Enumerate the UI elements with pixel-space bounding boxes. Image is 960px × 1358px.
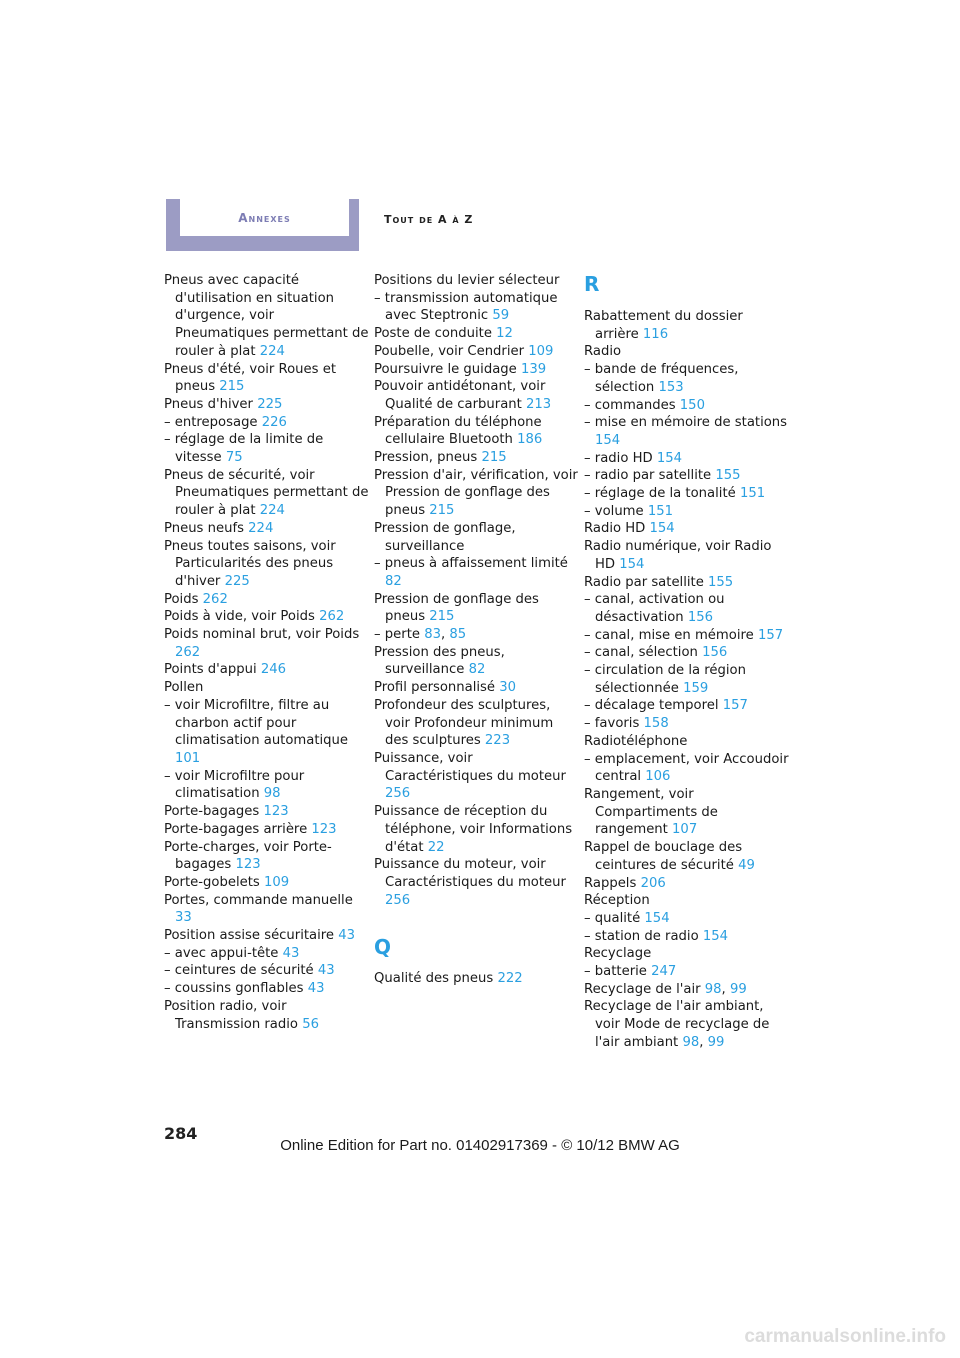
page-ref-link[interactable]: 157 [757,627,784,643]
index-entry-text: Pression, pneus [374,450,478,466]
index-entry-text: Points d'appui [164,662,257,678]
page-ref-link[interactable]: 33 [175,910,192,926]
index-entry-text: – réglage de la limite de vitesse [164,432,324,466]
section-letter-q: Q [374,935,392,960]
index-entry [374,803,579,856]
page-ref-link[interactable]: 83 [424,627,441,643]
index-entry [164,998,369,1033]
index-entry-text: Pneus neufs [164,520,244,536]
index-entry-text: Porte-charges, voir Porte-bagages [164,839,332,873]
index-entry [584,574,789,592]
index-entry-text: – transmission automatique avec Steptronic [374,290,558,324]
index-entry-text: – bande de fréquences, sélection [584,362,739,395]
index-entry [374,591,579,626]
index-entry [584,538,789,573]
page-ref-link[interactable]: 43 [338,928,356,944]
page-ref-link[interactable]: 225 [257,396,283,412]
index-entry [374,644,579,679]
chapter-tab [166,199,359,251]
page-ref-link[interactable]: 109 [263,874,290,890]
page-ref-link[interactable]: 206 [640,875,666,891]
page-ref-link[interactable]: 99 [729,981,747,997]
page-ref-link[interactable]: 123 [263,804,289,820]
page-ref-link[interactable]: 247 [651,964,677,980]
index-entry-text: – voir Microfiltre, filtre au charbon actif pour climatisation automatique [164,697,349,749]
index-entry [164,927,369,945]
index-entry [164,591,369,609]
index-entry-text: – radio par satellite [584,468,712,484]
index-entry [374,555,579,590]
index-entry-text: Poids nominal brut, voir Poids [164,627,360,643]
index-entry-text: Pollen [164,680,204,696]
index-entry-text: Porte-bagages [164,804,260,820]
page-ref-link[interactable]: 22 [427,839,445,855]
index-entry-text: Portes, commande manuelle [164,892,353,908]
page-ref-link[interactable]: 43 [282,945,300,961]
chapter-tab-label: Annexes [180,199,349,236]
index-entry [164,414,369,432]
page-ref-link[interactable]: 155 [715,468,741,484]
index-entry-text: – entreposage [164,414,258,430]
index-entry [584,715,789,733]
page-ref-link[interactable]: 85 [449,627,467,643]
index-entry [584,397,789,415]
page-ref-link[interactable]: 155 [708,574,734,590]
page-ref-link[interactable]: 107 [672,822,698,838]
index-entry-text: – commandes [584,397,676,413]
index-entry [374,856,579,909]
index-entry-text: Poubelle, voir Cendrier [374,343,525,359]
page-ref-link[interactable]: 215 [429,503,455,519]
index-entry-text: Puissance de réception du téléphone, voir Informations d'état [374,804,573,855]
index-entry [584,839,789,874]
index-entry [584,627,789,645]
index-entry-text: Rappel de bouclage des ceintures de sécurité [584,840,743,873]
page-ref-link[interactable]: 123 [311,821,337,837]
page-ref-link[interactable]: 223 [484,733,511,749]
page-ref-link[interactable]: 30 [499,680,517,696]
index-entry [164,874,369,892]
index-entry [584,928,789,946]
index-entry [584,875,789,893]
page-ref-link[interactable]: 215 [219,379,245,395]
index-entry [164,361,369,396]
page-ref-link[interactable]: 153 [658,379,684,395]
index-entry-text: – voir Microfiltre pour climatisation [164,768,305,802]
index-entry-text: Pression de gonflage, surveillance [374,520,516,554]
page-ref-link[interactable]: 256 [385,786,411,802]
index-entry [374,343,579,361]
index-entry [164,980,369,998]
index-entry-text: – qualité [584,910,641,926]
index-entry-text: Pneus d'hiver [164,396,253,412]
page-ref-link[interactable]: 116 [642,326,669,342]
page-ref-link[interactable]: 159 [683,680,709,696]
index-entry [584,450,789,468]
index-entry [584,892,789,910]
index-entry [164,962,369,980]
index-entry [374,414,579,449]
index-entry-text: – batterie [584,964,647,980]
index-entry [164,467,369,520]
page-ref-link[interactable]: 213 [526,396,552,412]
index-entry-text: Radio par satellite [584,574,704,590]
index-entry [584,520,789,538]
index-entry-text: Puissance, voir Caractéristiques du moteur [374,750,566,784]
page-ref-link[interactable]: 225 [224,573,250,589]
index-entry-text: – pneus à affaissement limité [374,556,568,572]
index-entry [164,272,369,361]
index-entry-text: – coussins gonflables [164,981,304,997]
index-entry-text: – volume [584,503,644,519]
page-ref-link[interactable]: 150 [679,397,705,413]
index-entry [584,786,789,839]
index-entry [374,697,579,750]
page-ref-link[interactable]: 98 [263,786,281,802]
index-entry [164,697,369,768]
index-entry-text: Pneus avec capacité d'utilisation en situation d'urgence, voir Pneumatiques permettant de rouler à plat [164,273,369,359]
index-entry-text: Pneus toutes saisons, voir Particularités des pneus d'hiver [164,538,336,589]
index-entry [374,520,579,555]
page-ref-link[interactable]: 262 [319,609,345,625]
index-entry [374,970,579,988]
page-ref-link[interactable]: 98 [704,981,722,997]
index-entry-text: Réception [584,893,650,909]
index-entry [374,679,579,697]
index-entry [164,661,369,679]
index-entry [374,750,579,803]
index-entry-text: Poids [164,591,199,607]
index-entry [164,538,369,591]
index-entry [584,697,789,715]
index-entry [584,644,789,662]
index-entry [164,608,369,626]
index-entry [164,839,369,874]
index-entry-text: Rangement, voir Compartiments de rangement [584,786,718,838]
page-ref-link[interactable]: 154 [649,521,675,537]
index-entry: Recyclage de l'air ambiant, voir Mode de recyclage de l'air ambiant 98, 99 [584,999,770,1050]
index-entry-text: Radio HD [584,521,646,537]
page-ref-link[interactable]: 154 [619,556,645,572]
index-entry [374,290,579,325]
index-entry [164,520,369,538]
index-entry-text: Poursuivre le guidage [374,361,517,377]
index-entry [584,945,789,963]
index-entry-text: Pression d'air, vérification, voir Pression de gonflage des pneus [374,467,578,519]
page-ref-link[interactable]: 224 [259,343,285,359]
page-ref-link[interactable]: 43 [317,963,335,979]
index-entry [164,892,369,927]
page-ref-link[interactable]: 154 [702,928,729,944]
page-ref-link[interactable]: 43 [307,981,325,997]
index-entry [584,963,789,981]
page-ref-link[interactable]: 75 [225,450,243,466]
index-entry [374,272,579,290]
index-entry-text: – radio HD [584,450,653,466]
index-entry-text: Rabattement du dossier arrière [584,309,743,342]
index-entry-text: – avec appui-tête [164,945,279,961]
index-entry [584,485,789,503]
index-entry-text: Radio [584,344,622,360]
index-entry [374,378,579,413]
index-column-3 [584,272,789,1052]
page-ref-link[interactable]: 101 [175,750,201,766]
index-entry-text: Qualité des pneus [374,971,494,987]
index-entry [584,503,789,521]
page-ref-link[interactable]: 49 [738,857,755,873]
index-entry [374,361,579,379]
index-column-1 [164,272,369,1033]
index-entry-text: Profil personnalisé [374,680,496,696]
index-entry-text: – favoris [584,716,640,732]
page-ref-link[interactable]: 246 [260,662,287,678]
page-ref-link[interactable]: 106 [645,769,671,785]
index-entry-text: Préparation du téléphone cellulaire Bluetooth [374,414,542,448]
index-entry-text: – canal, sélection [584,645,698,661]
index-entry-text: Porte-bagages arrière [164,821,308,837]
page-ref-link[interactable]: 222 [497,971,523,987]
index-entry: – perte 83, 85 [374,627,467,643]
index-entry [164,768,369,803]
index-entry-text: Position assise sécuritaire [164,928,335,944]
index-entry [164,626,369,661]
page-ref-link[interactable]: 139 [520,361,547,377]
page-ref-link[interactable]: 262 [175,644,201,660]
index-entry [374,449,579,467]
page-ref-link[interactable]: 109 [528,343,554,359]
index-entry [584,662,789,697]
index-entry-text: – mise en mémoire de stations [584,415,788,431]
page-ref-link[interactable]: 262 [202,591,228,607]
page-ref-link[interactable]: 154 [644,910,670,926]
page-ref-link[interactable]: 156 [687,609,714,625]
page-ref-link[interactable]: 56 [302,1016,319,1032]
index-entry-text: Radiotéléphone [584,733,688,749]
section-title: Tout de A à Z [384,213,474,226]
index-entry [584,591,789,626]
page-ref-link[interactable]: 215 [481,450,507,466]
index-entry [584,733,789,751]
index-entry-text: Poste de conduite [374,326,492,342]
index-entry [164,679,369,697]
index-entry-text: Recyclage de l'air ambiant, voir Mode de recyclage de l'air ambiant [584,999,770,1050]
index-entry-text: Positions du levier sélecteur [374,273,560,288]
index-entry [584,343,789,361]
index-entry-text: Pression de gonflage des pneus [374,591,539,625]
index-entry-text: Recyclage [584,946,652,962]
index-entry-text: Porte-gobelets [164,874,260,890]
index-entry [164,803,369,821]
page-ref-link[interactable]: 123 [235,857,261,873]
page-ref-link[interactable]: 154 [595,432,621,448]
page-ref-link[interactable]: 158 [643,716,669,732]
index-entry-text: Recyclage de l'air [584,981,701,997]
index-entry-text: – ceintures de sécurité [164,963,314,979]
index-entry [584,414,789,449]
index-entry-text: – réglage de la tonalité [584,486,736,502]
page-ref-link[interactable]: 224 [259,503,285,519]
index-entry [584,751,789,786]
index-entry-text: Pneus d'été, voir Roues et pneus [164,361,336,395]
page-ref-link[interactable]: 154 [656,450,683,466]
page-ref-link[interactable]: 156 [702,645,728,661]
watermark-logo: carmanualsonline.info [744,1326,946,1347]
index-entry-text: – canal, activation ou désactivation [584,592,725,625]
index-entry-text: – circulation de la région sélectionnée [584,663,746,696]
index-entry-text: Pression des pneus, surveillance [374,644,505,678]
index-entry-text: Pouvoir antidétonant, voir Qualité de carburant [374,379,546,412]
index-entry-text: Pneus de sécurité, voir Pneumatiques permettant de rouler à plat [164,467,369,519]
index-entry [374,467,579,520]
page-ref-link[interactable]: 12 [496,326,513,342]
index-column-2 [374,272,579,988]
page-ref-link[interactable]: 151 [739,486,766,502]
page-ref-link[interactable]: 98 [682,1034,700,1050]
page-ref-link[interactable]: 99 [707,1034,725,1050]
index-entry [584,910,789,928]
index-entry-text: – décalage temporel [584,698,719,714]
page-ref-link[interactable]: 186 [517,432,543,448]
index-entry-text: Puissance du moteur, voir Caractéristiques du moteur [374,857,566,890]
index-entry-text: Rappels [584,875,637,891]
page-ref-link[interactable]: 256 [385,892,411,908]
page-ref-link[interactable]: 82 [468,662,486,678]
index-entry [584,467,789,485]
index-entry-text: – emplacement, voir Accoudoir central [584,751,789,785]
index-entry [164,396,369,414]
index-entry [374,325,579,343]
index-entry [164,945,369,963]
index-entry-text: Radio numérique, voir Radio HD [584,539,772,572]
index-entry-text: – perte [374,627,420,643]
page-ref-link[interactable]: 157 [722,698,748,714]
index-entry-text: Profondeur des sculptures, voir Profondeur minimum des sculptures [374,697,554,749]
index-entry [584,361,789,396]
page-ref-link[interactable]: 215 [429,609,455,625]
page-ref-link[interactable]: 151 [647,503,674,519]
index-entry: Recyclage de l'air 98, 99 [584,981,747,997]
index-entry-text: – canal, mise en mémoire [584,627,754,643]
index-entry [584,308,789,343]
footer-edition: Online Edition for Part no. 01402917369 - © 10/12 BMW AG [280,1137,680,1154]
index-entry-text: Position radio, voir Transmission radio [164,998,298,1032]
index-entry [164,431,369,466]
page-ref-link[interactable]: 226 [261,414,287,430]
page-ref-link[interactable]: 82 [385,573,402,589]
page-number: 284 [164,1124,198,1143]
page-ref-link[interactable]: 59 [492,308,510,324]
index-entry-text: Poids à vide, voir Poids [164,609,315,625]
index-entry [164,821,369,839]
page-ref-link[interactable]: 224 [248,520,274,536]
section-letter-r: R [584,272,600,296]
index-entry-text: – station de radio [584,928,699,944]
